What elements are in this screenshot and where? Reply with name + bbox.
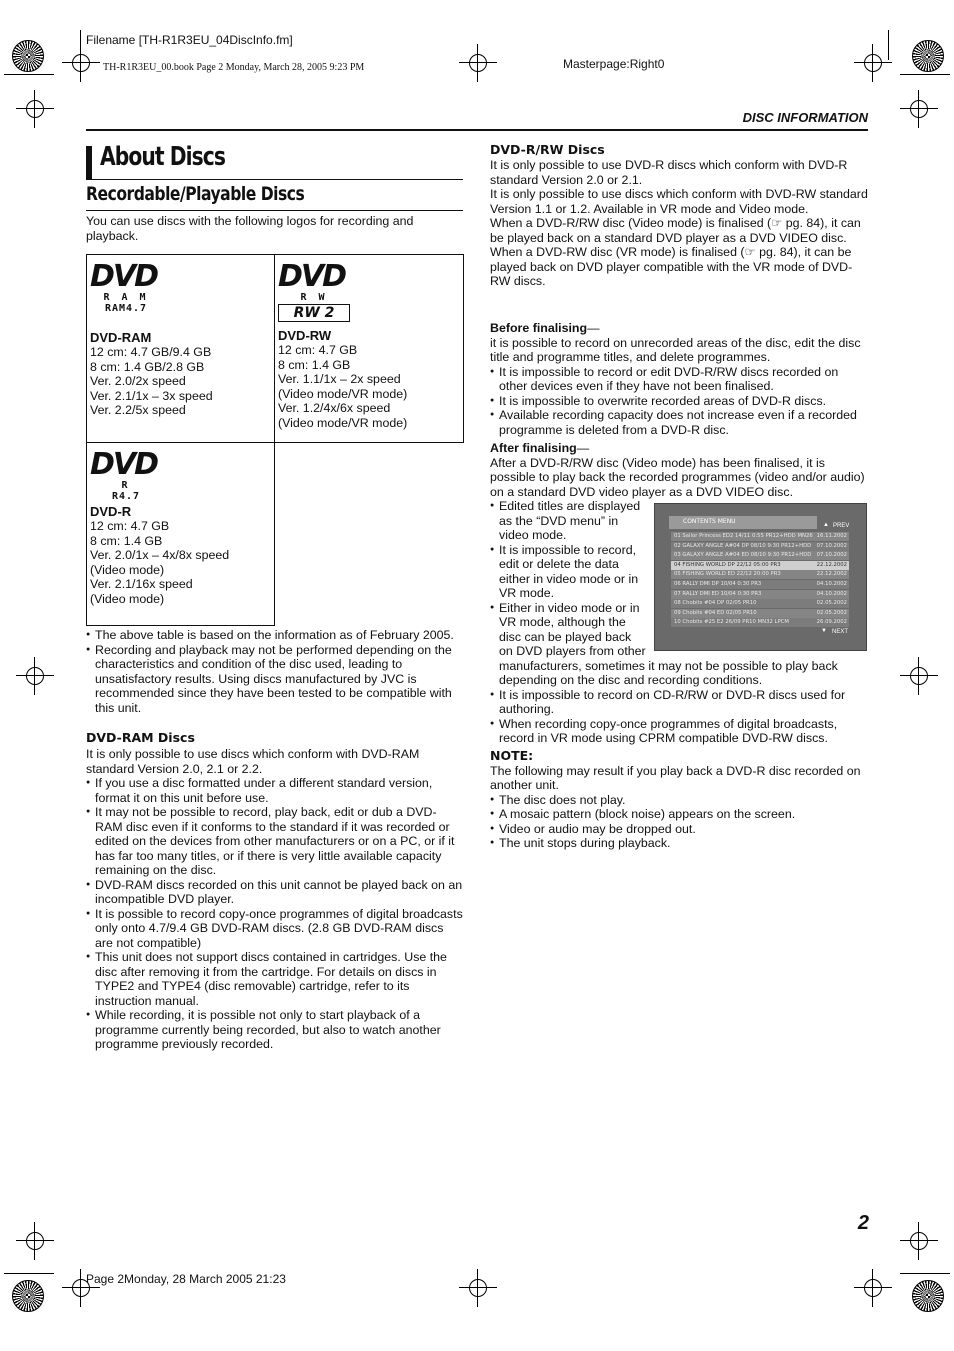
dash: — [587,321,600,335]
narrow-bullets [490,499,648,659]
list-item: ● This unit does not support discs contained in cartridges. Use the disc after removing it from the cartridge. For details on discs in TYPE2 and TYPE4 (disc removable) cartridge, refer to its instruction manual. [86,950,464,1008]
spec-line: 8 cm: 1.4 GB [90,533,163,548]
spec-line: Ver. 2.1/1x – 3x speed [90,388,213,403]
menu-row-date: 02.05.2002 [816,600,847,607]
menu-title: CONTENTS MENU [683,518,736,525]
menu-row [671,599,849,608]
footer-timestamp: Page 2Monday, 28 March 2005 21:23 [86,1272,286,1286]
note-heading: NOTE: [490,748,534,763]
spec-line: Ver. 2.0/2x speed [90,374,186,388]
disc-table [86,254,464,626]
after-heading [490,441,868,456]
disc-name: DVD-R [90,504,132,519]
book-line: TH-R1R3EU_00.book Page 2 Monday, March 28, 2005 9:23 PM [103,62,365,73]
list-item: ● It is impossible to record on CD-R/RW or DVD-R discs used for authoring. [490,688,868,717]
registration-mark [68,50,94,76]
title-bar [86,146,92,179]
spec-line: Ver. 2.0/1x – 4x/8x speed [90,548,230,562]
list-item: ● It is impossible to overwrite recorded areas of DVD-R discs. [490,394,868,409]
registration-mark [22,663,48,689]
section-subtitle: Recordable/Playable Discs [86,183,305,205]
crop-line [900,74,950,75]
list-item: ● Edited titles are displayed as the “DVD menu” in video mode. [490,499,648,543]
crop-line [4,74,54,75]
after-label: After finalising [490,441,577,455]
menu-row [671,561,849,570]
header-rule [86,129,868,131]
registration-star-top-left [12,40,44,72]
table-notes [86,628,464,715]
list-item: ● When recording copy-once programmes of digital broadcasts, record in VR mode using CPRM compatible DVD-RW discs. [490,717,868,746]
spec-line: Ver. 2.1/16x speed [90,577,193,591]
disc-specs [278,343,460,430]
dvd-logo-mark: DVD [278,259,346,294]
dvd-logo-sub: R A M [103,292,149,303]
list-item: ● A mosaic pattern (block noise) appears on the screen. [490,807,868,822]
spec-line: Ver. 2.2/5x speed [90,403,186,417]
before-label: Before finalising [490,321,588,335]
dvd-ram-intro: It is only possible to use discs which conform with DVD-RAM standard Version 2.0, 2.1 or 2.2. [86,747,420,776]
list-item: ● The disc does not play. [490,793,868,808]
menu-row [671,590,849,599]
list-item: ● The unit stops during playback. [490,836,868,851]
contents-menu-screen [654,503,867,651]
list-item: ● Available recording capacity does not increase even if a recorded programme is deleted from a DVD-R disc. [490,408,868,437]
list-item: ● Recording and playback may not be performed depending on the characteristics and condition of the disc used, leading to unsatisfactory results. Using discs manufactured by JVC is recommended since they have been tested to be compatible with this unit. [86,643,464,716]
menu-row-date: 22.12.2002 [816,561,847,568]
menu-row [671,532,849,541]
list-item: ● While recording, it is possible not only to start playback of a programme currently being recorded, but also to watch another programme previously recorded. [86,1008,464,1052]
section-title: DISC INFORMATION [742,110,868,125]
menu-row [671,580,849,589]
menu-row-date: 02.05.2002 [816,609,847,616]
dvd-ram-heading: DVD-RAM Discs [86,730,195,745]
menu-row [671,609,849,618]
list-item: ● It is impossible to record, edit or delete the data either in video mode or in VR mode. [490,543,648,601]
disc-name: DVD-RW [278,328,332,343]
registration-mark [906,96,932,122]
after-text: After a DVD-R/RW disc (Video mode) has been finalised, it is possible to play back the recorded programmes (video and/or audio) on a standard DVD video player as a DVD VIDEO disc. [490,455,865,499]
masterpage-label: Masterpage:Right0 [563,57,665,71]
menu-row-title: 04 FISHING WORLD DP 22/12 05:00 PR3 [674,561,781,568]
registration-mark [22,1228,48,1254]
registration-star-bottom-left [12,1280,44,1312]
spec-line: (Video mode) [90,591,165,606]
menu-row-title: 10 Chobits #25 E2 26/09 PR10 MN32 LPCM [674,619,789,626]
crop-line [80,30,81,60]
menu-row-title: 02 GALAXY ANGLE A#04 DP 08/10 9:30 PR12+HDD [674,542,812,549]
spec-line: Ver. 1.2/4x/6x speed [278,401,391,415]
next-label: NEXT [832,629,849,635]
dvd-logo-sub: R W [300,292,328,303]
registration-mark [465,1275,491,1301]
dvd-r-logo [90,447,162,502]
dvd-logo-sub: R [121,480,131,491]
spec-line: 12 cm: 4.7 GB [90,519,170,533]
menu-row-title: 01 Sailor Princess ED2 14/11 0:55 PR12+HDD MN26 [674,533,813,539]
disc-cell-dvd-rw [275,255,464,443]
paragraph: It is only possible to use DVD-R discs which conform with DVD-R standard Version 2.0 or 2.1. [490,158,848,187]
note-section [490,749,868,851]
registration-mark [22,96,48,122]
spec-line: Ver. 1.1/1x – 2x speed [278,372,401,386]
registration-mark [860,50,886,76]
before-finalising-section [490,321,868,437]
disc-cell-dvd-r [87,443,275,626]
spec-line: (Video mode/VR mode) [278,415,408,430]
list-item: ● The above table is based on the information as of February 2005. [86,628,464,643]
subtitle-rule [86,210,463,211]
spec-line: (Video mode/VR mode) [278,386,408,401]
menu-row-date: 26.09.2002 [816,619,847,626]
intro-text: You can use discs with the following logos for recording and playback. [86,214,414,243]
dvd-r-rw-heading: DVD-R/RW Discs [490,142,605,157]
menu-row [671,551,849,560]
disc-cell-dvd-ram [87,255,275,443]
registration-mark [465,50,491,76]
prev-icon: ▲ [823,522,829,528]
list-item: ● It may not be possible to record, play back, edit or dub a DVD-RAM disc even if it conforms to the standard if it was recorded or edited on the devices from other manufacturers or on a PC, or if it has far too many titles, or if there is very little available capacity remaining on the disc. [86,805,464,878]
dvd-ram-logo [90,259,162,314]
registration-mark [906,663,932,689]
dvd-r-rw-intro [490,158,868,289]
title-rule [86,179,463,180]
dvd-logo-mark: DVD [90,259,158,294]
menu-row-date: 04.10.2002 [816,581,847,587]
spec-line: 12 cm: 4.7 GB/9.4 GB [90,345,212,359]
menu-row-title: 08 Chobits #04 DP 02/05 PR10 [674,600,757,607]
menu-row-date: 22.12.2002 [816,571,847,578]
menu-row [671,618,849,627]
list-item: ● Either in video mode or in VR mode, although the disc can be played back on DVD players from other [490,601,648,659]
registration-mark [860,1275,886,1301]
menu-row-date: 04.10.2002 [816,590,847,597]
menu-row [671,542,849,551]
dvd-logo-sub2: RAM4.7 [104,303,148,314]
disc-specs [90,345,271,418]
menu-row-title: 05 FISHING WORLD ED 22/12 20:00 PR3 [674,571,781,578]
spec-line: 8 cm: 1.4 GB [278,357,351,372]
dash: — [576,441,590,455]
crop-line [900,1273,950,1274]
prev-label: PREV [833,523,850,529]
note-intro: The following may result if you play back a DVD-R disc recorded on another unit. [490,763,861,792]
dvd-ram-section [86,747,464,1052]
dvd-logo-sub2: R4.7 [111,491,141,502]
menu-row-title: 03 GALAXY ANGLE A#04 ED 08/10 9:30 PR12+HDD [674,552,812,559]
before-heading [490,321,868,336]
filename-label: Filename [TH-R1R3EU_04DiscInfo.fm] [86,33,293,47]
dvd-rw-logo [278,259,350,322]
page-title: About Discs [100,142,225,172]
spec-line: 12 cm: 4.7 GB [278,343,358,357]
list-item: ● It is impossible to record or edit DVD-R/RW discs recorded on other devices even if they have not been finalised. [490,365,868,394]
crop-line [888,30,889,60]
dvd-logo-mark: DVD [90,447,158,482]
empty-cell [275,443,464,626]
disc-specs [90,519,271,606]
paragraph: When a DVD-R/RW disc (Video mode) is finalised (☞ pg. 84), it can be played back on a standard DVD player as a DVD VIDEO disc. [490,216,861,245]
bullet-continuation: manufacturers, sometimes it may not be possible to play back depending on the disc and recording conditions. [499,658,838,687]
registration-star-bottom-right [912,1280,944,1312]
crop-line [4,1273,54,1274]
list-item: ● If you use a disc formatted under a different standard version, format it on this unit before use. [86,776,464,805]
spec-line: 8 cm: 1.4 GB/2.8 GB [90,359,205,374]
page-number: 2 [857,1212,869,1234]
paragraph: When a DVD-RW disc (VR mode) is finalised (☞ pg. 84), it can be played back on DVD player compatible with the VR mode of DVD-RW discs. [490,245,853,288]
registration-mark [906,1228,932,1254]
spec-line: (Video mode) [90,562,165,577]
before-text: it is possible to record on unrecorded areas of the disc, edit the disc title and programme titles, and delete programmes. [490,335,861,364]
menu-row-date: 16.11.2002 [816,533,847,539]
list-item: ● DVD-RAM discs recorded on this unit cannot be played back on an incompatible DVD player. [86,878,464,907]
list-item: ● Video or audio may be dropped out. [490,822,868,837]
menu-row-date: 07.10.2002 [816,542,847,549]
rw2-badge: RW 2 [278,304,350,322]
next-icon: ▼ [821,628,827,634]
menu-row [671,570,849,579]
paragraph: It is only possible to use discs which conform with DVD-RW standard Version 1.1 or 1.2. Available in VR mode and Video mode. [490,187,868,216]
menu-row-title: 07 RALLY DMI ED 10/04 0:30 PR3 [674,590,762,597]
registration-star-top-right [912,40,944,72]
disc-name: DVD-RAM [90,330,152,345]
list-item: ● It is possible to record copy-once programmes of digital broadcasts only onto 4.7/9.4 GB DVD-RAM discs. (2.8 GB DVD-RAM discs are not compatible) [86,907,464,951]
menu-row-date: 07.10.2002 [816,552,847,559]
menu-row-title: 06 RALLY DMI DP 10/04 0:30 PR3 [674,581,762,587]
menu-row-title: 09 Chobits #04 ED 02/05 PR10 [674,609,757,616]
